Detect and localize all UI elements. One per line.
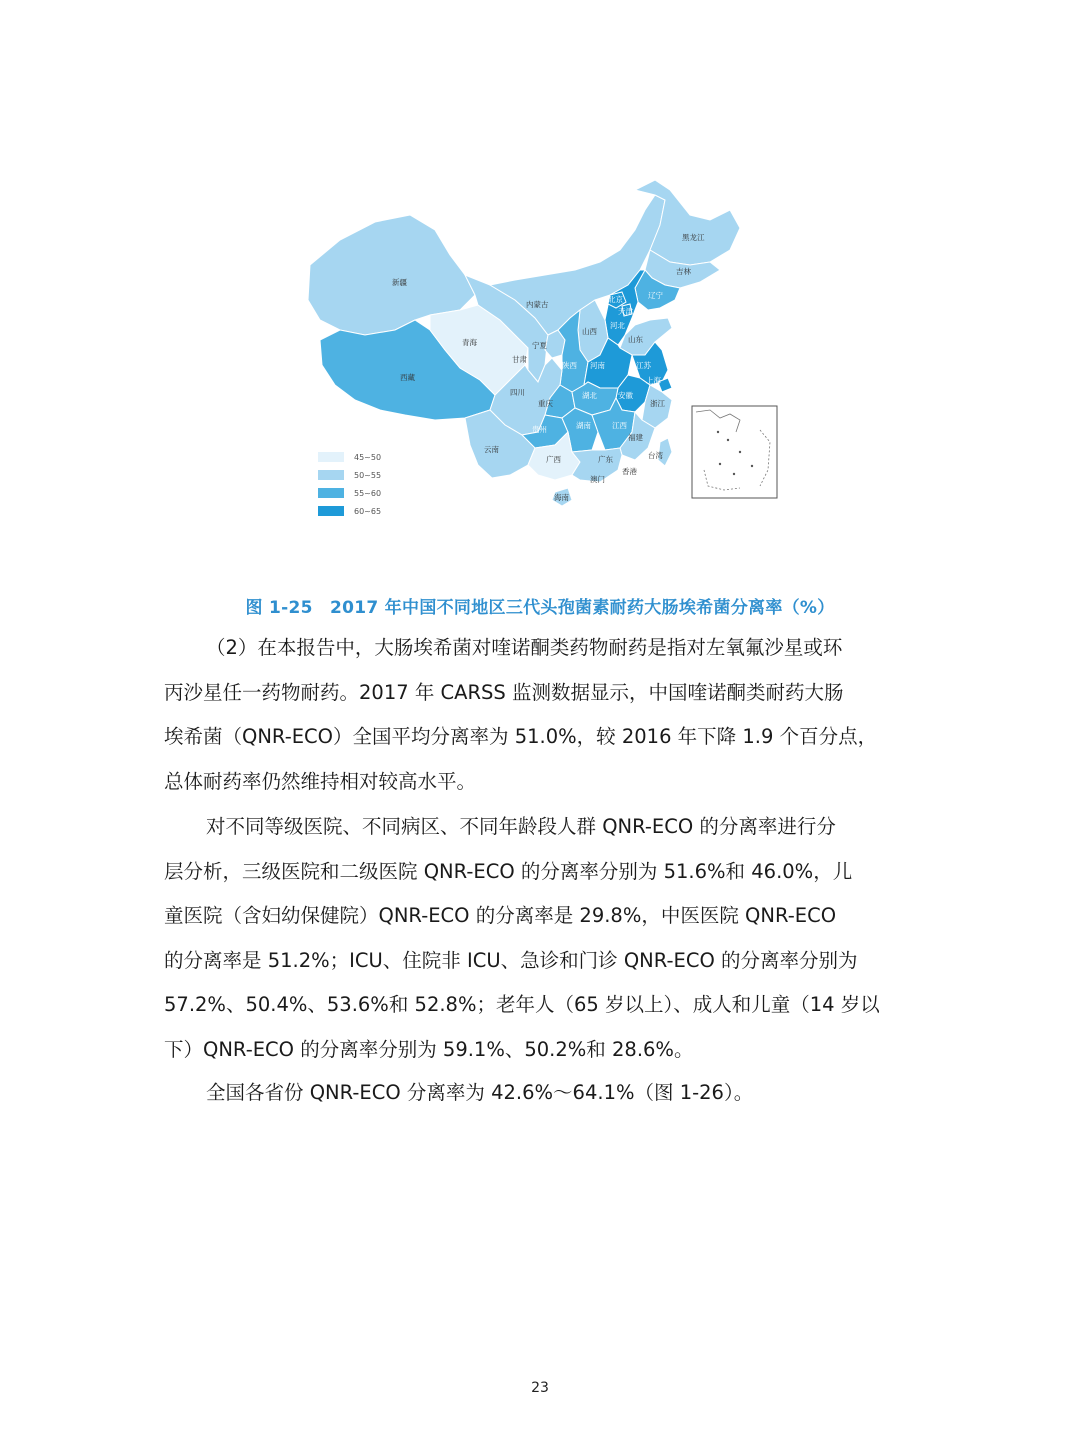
legend-swatch [318, 470, 344, 480]
legend-item [318, 466, 438, 484]
label-jiangxi: 江西 [612, 421, 627, 430]
text-line: 的分离率是 51.2%；ICU、住院非 ICU、急诊和门诊 QNR-ECO 的分离率分别为 [164, 948, 858, 972]
page-number: 23 [531, 1380, 549, 1396]
label-gansu: 甘肃 [512, 355, 527, 364]
south-china-sea-inset [692, 406, 777, 498]
legend-swatch [318, 488, 344, 498]
label-guangxi: 广西 [546, 455, 561, 464]
text-line: 57.2%、50.4%、53.6%和 52.8%；老年人（65 岁以上）、成人和儿童（14 岁以 [164, 993, 880, 1017]
text-line: 对不同等级医院、不同病区、不同年龄段人群 QNR-ECO 的分离率进行分 [206, 815, 836, 838]
legend-label: 60~65 [354, 506, 382, 516]
map-legend [318, 448, 438, 520]
label-shaanxi: 陕西 [562, 361, 577, 370]
label-xizang: 西藏 [400, 373, 415, 382]
label-ningxia: 宁夏 [532, 341, 547, 350]
text-line: 丙沙星任一药物耐药。2017 年 CARSS 监测数据显示，中国喹诺酮类耐药大肠 [164, 680, 844, 704]
label-qinghai: 青海 [462, 338, 477, 347]
label-heilongjiang: 黑龙江 [682, 233, 705, 242]
label-shandong: 山东 [628, 335, 643, 344]
label-jilin: 吉林 [676, 267, 691, 276]
label-guizhou: 贵州 [532, 425, 547, 434]
label-shanghai: 上海 [646, 376, 661, 385]
legend-swatch [318, 452, 344, 462]
label-taiwan: 台湾 [648, 451, 663, 460]
label-shanxi: 山西 [582, 327, 597, 336]
text-line: 总体耐药率仍然维持相对较高水平。 [164, 769, 477, 793]
label-chongqing: 重庆 [538, 399, 553, 408]
paragraph-stratified-analysis [164, 805, 916, 1073]
paragraph-quinolone-definition [164, 626, 916, 804]
label-anhui: 安徽 [618, 391, 633, 400]
label-beijing: 北京 [608, 295, 623, 304]
label-xinjiang: 新疆 [392, 278, 407, 287]
legend-item [318, 448, 438, 466]
text-line: （2）在本报告中，大肠埃希菌对喹诺酮类药物耐药是指对左氧氟沙星或环 [206, 636, 843, 659]
label-hubei: 湖北 [582, 391, 597, 400]
label-hunan: 湖南 [576, 421, 591, 430]
label-jiangsu: 江苏 [636, 361, 651, 370]
legend-item [318, 484, 438, 502]
label-tianjin: 天津 [618, 307, 633, 316]
text-line: 埃希菌（QNR-ECO）全国平均分离率为 51.0%，较 2016 年下降 1.9 个百分点， [164, 725, 878, 749]
label-hebei: 河北 [610, 321, 625, 330]
label-aomen: 澳门 [590, 475, 605, 484]
label-henan: 河南 [590, 361, 605, 370]
label-xianggang: 香港 [622, 467, 637, 476]
legend-item [318, 502, 438, 520]
label-liaoning: 辽宁 [648, 291, 663, 300]
label-fujian: 福建 [628, 433, 643, 442]
label-zhejiang: 浙江 [650, 399, 665, 408]
paragraph-province-range [164, 1071, 916, 1116]
legend-swatch [318, 506, 344, 516]
legend-label: 55~60 [354, 488, 382, 498]
legend-label: 45~50 [354, 452, 382, 462]
text-line: 童医院（含妇幼保健院）QNR-ECO 的分离率是 29.8%，中医医院 QNR-ECO [164, 904, 837, 928]
label-yunnan: 云南 [484, 445, 499, 454]
figure-caption: 图 1-25 2017 年中国不同地区三代头孢菌素耐药大肠埃希菌分离率（%） [245, 598, 835, 618]
label-guangdong: 广东 [598, 455, 613, 464]
text-line: 层分析，三级医院和二级医院 QNR-ECO 的分离率分别为 51.6%和 46.0%，儿 [164, 859, 853, 883]
text-line: 全国各省份 QNR-ECO 分离率为 42.6%～64.1%（图 1-26）。 [206, 1081, 754, 1104]
label-sichuan: 四川 [510, 388, 525, 397]
label-neimenggu: 内蒙古 [526, 300, 549, 309]
legend-label: 50~55 [354, 470, 382, 480]
text-line: 下）QNR-ECO 的分离率分别为 59.1%、50.2%和 28.6%。 [164, 1037, 694, 1061]
label-hainan: 海南 [554, 493, 569, 502]
